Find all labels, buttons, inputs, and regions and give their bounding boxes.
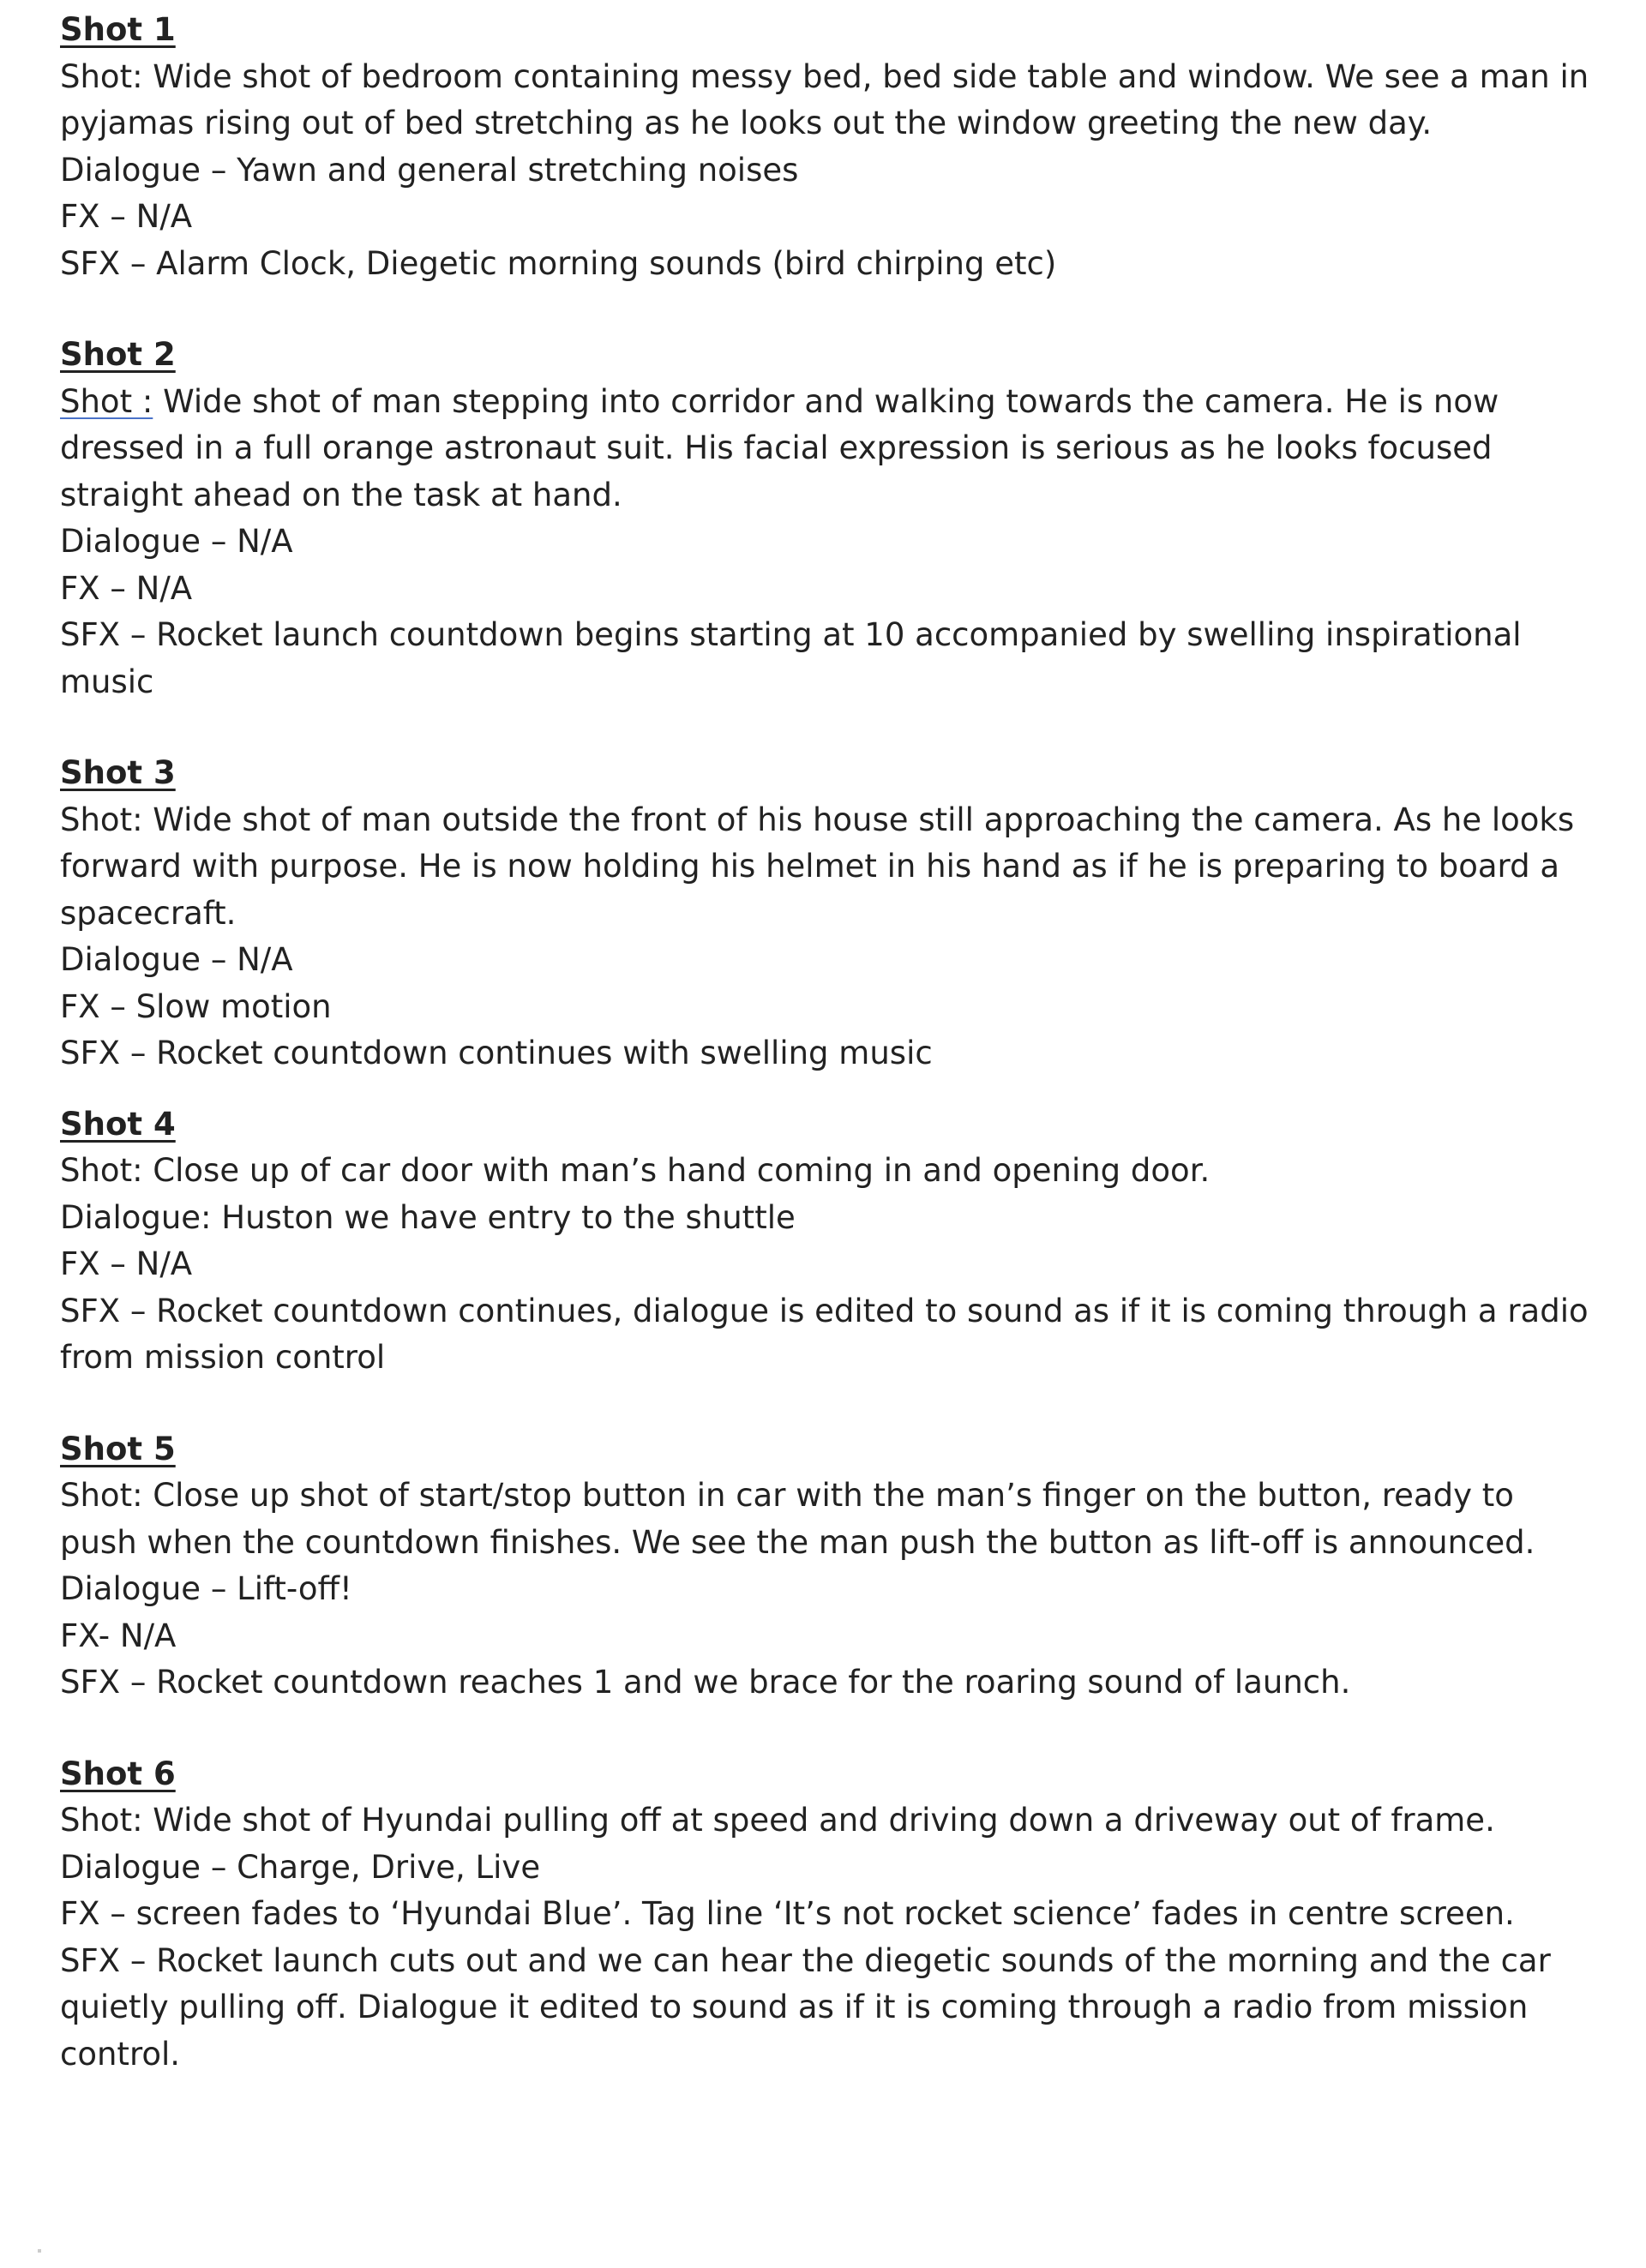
shot-section-5	[60, 1426, 1595, 1707]
shot-label: Shot :	[60, 382, 153, 420]
shot-heading: Shot 2	[60, 336, 176, 373]
page-edge-mark	[38, 2249, 41, 2253]
fx-line: FX – Slow motion	[60, 987, 332, 1025]
shot-description	[60, 797, 1595, 938]
shot-heading: Shot 4	[60, 1105, 176, 1143]
dialogue-line: Dialogue – Lift-off!	[60, 1570, 352, 1607]
shot-label: Shot:	[60, 801, 143, 838]
sfx-line: SFX – Rocket launch cuts out and we can hear the diegetic sounds of the morning and the car quietly pulling off. Dialogue it edited to sound as if it is coming through a radio from mission control.	[60, 1941, 1551, 2073]
sfx-line: SFX – Rocket countdown continues, dialogue is edited to sound as if it is coming through a radio from mission control	[60, 1292, 1589, 1376]
sfx-line: SFX – Rocket countdown continues with swelling music	[60, 1035, 933, 1071]
dialogue-line: Dialogue – N/A	[60, 941, 293, 978]
shot-heading: Shot 5	[60, 1430, 176, 1467]
sfx-line: SFX – Rocket countdown reaches 1 and we brace for the roaring sound of launch.	[60, 1664, 1351, 1701]
shot-section-2	[60, 332, 1595, 705]
shot-text: Wide shot of man outside the front of his house still approaching the camera. As he looks forward with purpose. He is now holding his helmet in his hand as if he is preparing to board a spacecraft.	[60, 801, 1575, 932]
fx-line: FX – N/A	[60, 1245, 193, 1282]
dialogue-line: Dialogue – Charge, Drive, Live	[60, 1848, 541, 1886]
shot-description	[60, 1473, 1595, 1566]
shot-text: Close up shot of start/stop button in car with the man’s finger on the button, ready to push when the countdown finishes. We see the man push the button as lift-off is announced.	[60, 1477, 1535, 1561]
shot-section-1	[60, 7, 1595, 287]
shot-description	[60, 54, 1595, 147]
shot-text: Wide shot of man stepping into corridor and walking towards the camera. He is now dressed in a full orange astronaut suit. His facial expression is serious as he looks focused straight ahead on the task at hand.	[60, 382, 1499, 513]
dialogue-line: Dialogue: Huston we have entry to the shuttle	[60, 1198, 796, 1236]
shot-label: Shot:	[60, 1802, 143, 1839]
fx-line: FX – N/A	[60, 198, 193, 235]
shot-label: Shot:	[60, 1477, 143, 1514]
shot-section-6	[60, 1751, 1595, 2079]
shot-section-3	[60, 750, 1595, 1077]
sfx-line: SFX – Rocket launch countdown begins starting at 10 accompanied by swelling inspirational music	[60, 616, 1522, 700]
shot-text: Wide shot of bedroom containing messy bed, bed side table and window. We see a man in pyjamas rising out of bed stretching as he looks out the window greeting the new day.	[60, 57, 1589, 141]
shot-heading: Shot 3	[60, 754, 176, 791]
shot-text: Wide shot of Hyundai pulling off at speed and driving down a driveway out of frame.	[142, 1802, 1495, 1839]
shot-description	[60, 379, 1595, 519]
fx-line: FX – screen fades to ‘Hyundai Blue’. Tag line ‘It’s not rocket science’ fades in centre screen.	[60, 1895, 1515, 1932]
fx-line: FX – N/A	[60, 569, 193, 607]
dialogue-line: Dialogue – Yawn and general stretching noises	[60, 151, 799, 189]
shot-label: Shot:	[60, 57, 143, 95]
shot-description	[60, 1797, 1595, 1845]
dialogue-line: Dialogue – N/A	[60, 523, 293, 560]
shot-label: Shot:	[60, 1152, 143, 1189]
fx-line: FX- N/A	[60, 1617, 177, 1654]
shot-heading: Shot 1	[60, 11, 176, 48]
shot-section-4	[60, 1101, 1595, 1382]
sfx-line: SFX – Alarm Clock, Diegetic morning sounds (bird chirping etc)	[60, 244, 1057, 282]
shot-description	[60, 1148, 1595, 1195]
shot-heading: Shot 6	[60, 1755, 176, 1792]
shot-text: Close up of car door with man’s hand coming in and opening door.	[142, 1152, 1210, 1189]
